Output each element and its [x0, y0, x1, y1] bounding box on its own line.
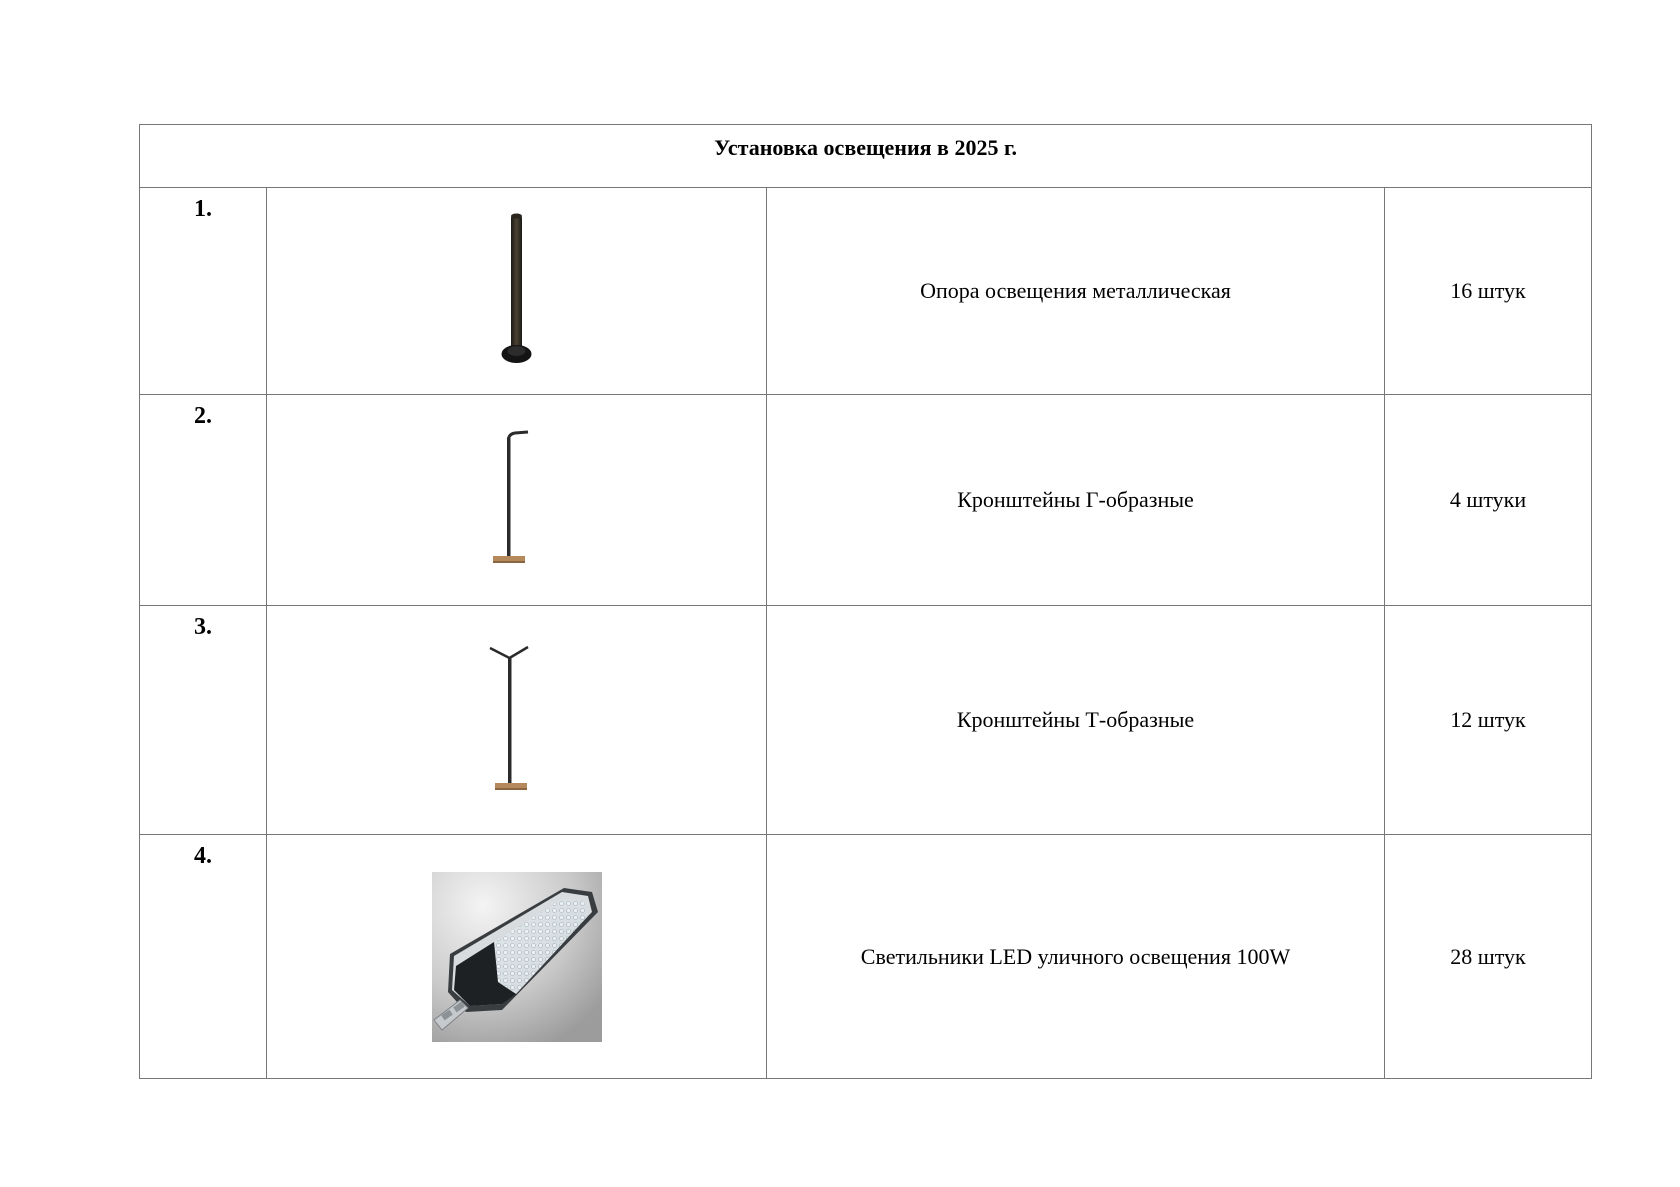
row-number: 3. — [140, 606, 267, 835]
row-description: Опора освещения металлическая — [767, 188, 1385, 395]
row-description: Кронштейны Т-образные — [767, 606, 1385, 835]
metal-lighting-pole-icon — [487, 211, 547, 371]
row-quantity: 12 штук — [1385, 606, 1592, 835]
row-number: 4. — [140, 835, 267, 1079]
row-description: Кронштейны Г-образные — [767, 395, 1385, 606]
table-row — [140, 835, 1592, 1079]
row-quantity: 16 штук — [1385, 188, 1592, 395]
row-description: Светильники LED уличного освещения 100W — [767, 835, 1385, 1079]
table-row — [140, 606, 1592, 835]
t-shaped-bracket-icon — [487, 643, 547, 798]
led-street-light-icon — [432, 872, 602, 1042]
lighting-installation-table — [139, 124, 1592, 1079]
row-number: 2. — [140, 395, 267, 606]
table-row — [140, 188, 1592, 395]
row-quantity: 28 штук — [1385, 835, 1592, 1079]
row-image-cell — [267, 188, 767, 395]
row-image-cell — [267, 606, 767, 835]
l-shaped-bracket-icon — [487, 430, 547, 570]
row-image-cell — [267, 835, 767, 1079]
table-row — [140, 395, 1592, 606]
row-number: 1. — [140, 188, 267, 395]
table-title: Установка освещения в 2025 г. — [140, 125, 1592, 188]
row-image-cell — [267, 395, 767, 606]
row-quantity: 4 штуки — [1385, 395, 1592, 606]
